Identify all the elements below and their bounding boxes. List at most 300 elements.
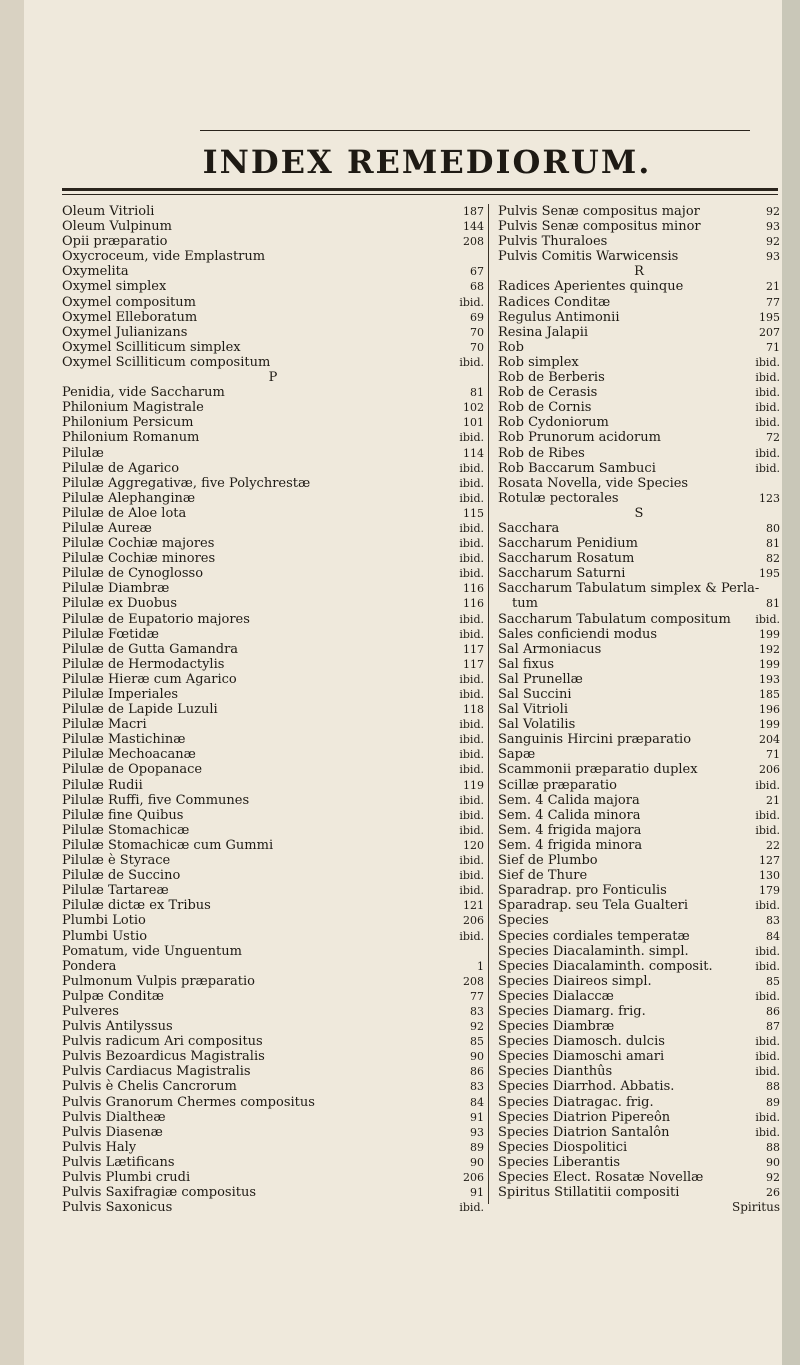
entry-page: ibid. xyxy=(459,884,484,898)
entry-text: Sem. 4 frigida majora xyxy=(498,822,642,838)
entry-text: Species Diatrion Santalôn xyxy=(498,1124,670,1140)
entry-text: Radices Aperientes quinque xyxy=(498,279,684,295)
section-heading-s: S xyxy=(634,505,644,521)
index-entry xyxy=(62,823,484,838)
index-entry xyxy=(498,1064,780,1079)
entry-text: Rob de Berberis xyxy=(498,370,605,386)
index-entry xyxy=(62,596,484,611)
entry-page: 206 xyxy=(759,763,780,777)
entry-page: 21 xyxy=(766,793,780,807)
entry-text: Pilulæ ex Duobus xyxy=(62,596,178,612)
entry-page: 86 xyxy=(470,1065,484,1079)
entry-text: Regulus Antimonii xyxy=(498,309,620,325)
index-entry xyxy=(62,581,484,596)
index-entry xyxy=(498,370,780,385)
entry-page: ibid. xyxy=(459,295,484,309)
entry-text: Sief de Plumbo xyxy=(498,853,598,869)
entry-text: Pilulæ è Styrace xyxy=(62,853,171,869)
entry-text: Pilulæ de Agarico xyxy=(62,460,180,476)
entry-text: Species Dianthûs xyxy=(498,1064,613,1080)
entry-text: Pulvis Bezoardicus Magistralis xyxy=(62,1049,265,1065)
index-entry xyxy=(498,536,780,551)
entry-text: Sanguinis Hircini præparatio xyxy=(498,732,692,748)
entry-page: 130 xyxy=(759,869,780,883)
entry-page: ibid. xyxy=(755,959,780,973)
entry-text: Pulvis Dialtheæ xyxy=(62,1109,166,1125)
entry-page: 192 xyxy=(759,642,780,656)
index-entry xyxy=(498,310,780,325)
index-entry xyxy=(62,1185,484,1200)
entry-page: 21 xyxy=(766,280,780,294)
entry-text: Rob de Cornis xyxy=(498,400,592,416)
entry-page: 68 xyxy=(470,280,484,294)
entry-page: 208 xyxy=(463,974,484,988)
entry-text: Oxycroceum, vide Emplastrum xyxy=(62,249,266,265)
entry-text: Rob simplex xyxy=(498,354,579,370)
entry-text: Pulvis Lætificans xyxy=(62,1154,175,1170)
entry-page: ibid. xyxy=(755,355,780,369)
index-entry xyxy=(498,551,780,566)
entry-page: 92 xyxy=(766,235,780,249)
entry-text: Sal Armoniacus xyxy=(498,641,602,657)
entry-text: Pilulæ Cochiæ minores xyxy=(62,551,216,567)
index-entry xyxy=(498,747,780,762)
entry-page: 85 xyxy=(766,974,780,988)
entry-page: ibid. xyxy=(459,627,484,641)
entry-page: 81 xyxy=(766,597,780,611)
entry-text: Sem. 4 Calida majora xyxy=(498,792,640,808)
index-entry xyxy=(498,612,780,627)
entry-page: 70 xyxy=(470,340,484,354)
entry-text-line1: Saccharum Tabulatum simplex & Perla- xyxy=(498,581,760,597)
entry-text: Oleum Vulpinum xyxy=(62,219,172,235)
entry-page: 117 xyxy=(463,642,484,656)
entry-text: Pilulæ Stomachicæ xyxy=(62,822,190,838)
entry-page: ibid. xyxy=(755,416,780,430)
index-entry xyxy=(498,717,780,732)
entry-text: Pilulæ Diambræ xyxy=(62,581,170,597)
index-entry xyxy=(62,1049,484,1064)
entry-page: 88 xyxy=(766,1140,780,1154)
entry-text: Species Diatrion Pipereôn xyxy=(498,1109,671,1125)
entry-page: 91 xyxy=(470,1110,484,1124)
entry-text: Rob xyxy=(498,339,524,355)
entry-page: ibid. xyxy=(459,718,484,732)
index-entry xyxy=(62,1034,484,1049)
entry-list-s1 xyxy=(498,521,780,581)
index-entry xyxy=(498,340,780,355)
entry-page: 206 xyxy=(463,1171,484,1184)
entry-page: ibid. xyxy=(459,748,484,762)
entry-text: Species Diacalaminth. simpl. xyxy=(498,943,689,959)
entry-text: Pulvis Senæ compositus major xyxy=(498,204,700,219)
index-entry xyxy=(498,1110,780,1125)
entry-page: 115 xyxy=(463,506,484,520)
index-entry xyxy=(62,506,484,521)
entry-list-r xyxy=(498,279,780,505)
entry-text: Oxymel compositum xyxy=(62,294,196,310)
entry-page: 195 xyxy=(759,310,780,324)
entry-text: Oxymelita xyxy=(62,264,129,280)
entry-page: 87 xyxy=(766,1020,780,1034)
entry-page: 91 xyxy=(470,1186,484,1200)
entry-page: 208 xyxy=(463,235,484,249)
entry-text: Species xyxy=(498,913,549,929)
entry-text: Species Diospolitici xyxy=(498,1139,628,1155)
index-entry xyxy=(62,853,484,868)
entry-page: 187 xyxy=(463,205,484,218)
index-entry xyxy=(62,476,484,491)
entry-text: Pilulæ de Lapide Luzuli xyxy=(62,702,218,718)
index-entry xyxy=(62,415,484,430)
entry-page: 93 xyxy=(766,250,780,264)
index-entry xyxy=(498,385,780,400)
index-entry xyxy=(62,612,484,627)
index-entry xyxy=(498,566,780,581)
entry-page: ibid. xyxy=(459,537,484,551)
entry-page: ibid. xyxy=(755,1065,780,1079)
entry-text: Pulpæ Conditæ xyxy=(62,988,165,1004)
index-entry xyxy=(62,279,484,294)
entry-text: Pulvis Saxonicus xyxy=(62,1200,173,1216)
entry-page: ibid. xyxy=(459,476,484,490)
entry-page: ibid. xyxy=(459,355,484,369)
index-entry xyxy=(62,672,484,687)
index-entry xyxy=(498,898,780,913)
entry-page: ibid. xyxy=(459,1201,484,1215)
entry-page: ibid. xyxy=(459,688,484,701)
index-entry xyxy=(62,521,484,536)
index-entry xyxy=(498,430,780,445)
entry-text: Pilulæ de Aloe lota xyxy=(62,505,187,521)
index-entry xyxy=(498,446,780,461)
index-entry xyxy=(62,929,484,944)
entry-page: ibid. xyxy=(755,808,780,822)
index-entry xyxy=(498,1170,780,1185)
entry-text: Pilulæ Mastichinæ xyxy=(62,732,186,748)
entry-text: Species Diarrhod. Abbatis. xyxy=(498,1079,675,1095)
entry-page: ibid. xyxy=(755,989,780,1003)
index-entry xyxy=(498,778,780,793)
entry-text: Pulvis Cardiacus Magistralis xyxy=(62,1064,251,1080)
entry-page: 82 xyxy=(766,552,780,566)
index-entry xyxy=(498,204,780,219)
index-entry xyxy=(498,491,780,506)
index-entry xyxy=(62,234,484,249)
entry-text: Pulvis Saxifragiæ compositus xyxy=(62,1185,257,1201)
index-entry xyxy=(62,657,484,672)
entry-page: 92 xyxy=(766,1171,780,1184)
entry-text: Oleum Vitrioli xyxy=(62,204,155,219)
entry-text: Sal Succini xyxy=(498,687,572,702)
entry-page: 116 xyxy=(463,582,484,596)
index-entry xyxy=(498,1185,780,1200)
index-entry xyxy=(62,1019,484,1034)
index-entry xyxy=(498,883,780,898)
entry-text: Species Diamarg. frig. xyxy=(498,1003,646,1019)
entry-page: ibid. xyxy=(459,567,484,581)
entry-text: Pulvis Diasenæ xyxy=(62,1124,163,1140)
index-entry xyxy=(498,249,780,264)
entry-text: Sem. 4 frigida minora xyxy=(498,837,643,853)
entry-page: 207 xyxy=(759,325,780,339)
index-entry xyxy=(62,793,484,808)
entry-page: 199 xyxy=(759,718,780,732)
index-entry xyxy=(62,310,484,325)
entry-text: Saccharum Saturni xyxy=(498,566,626,582)
entry-page: 88 xyxy=(766,1080,780,1094)
entry-text: Spiritus Stillatitii compositi xyxy=(498,1185,680,1201)
index-entry xyxy=(62,355,484,370)
entry-text: Pilulæ Stomachicæ cum Gummi xyxy=(62,837,274,853)
index-entry xyxy=(498,702,780,717)
index-entry xyxy=(62,808,484,823)
entry-page: 199 xyxy=(759,657,780,671)
entry-page: 83 xyxy=(470,1080,484,1094)
entry-list-p xyxy=(62,385,484,1215)
entry-page: 90 xyxy=(766,1155,780,1169)
entry-text: Pulvis Antilyssus xyxy=(62,1019,173,1035)
column-divider xyxy=(488,204,489,1204)
index-entry xyxy=(498,657,780,672)
index-entry xyxy=(498,1095,780,1110)
entry-text: Pilulæ Aggregativæ, five Polychrestæ xyxy=(62,475,311,491)
index-entry xyxy=(62,883,484,898)
index-entry xyxy=(498,672,780,687)
entry-page: ibid. xyxy=(459,793,484,807)
entry-text: Pulvis Haly xyxy=(62,1139,137,1155)
index-entry xyxy=(498,944,780,959)
entry-text: Species Diamoschi amari xyxy=(498,1049,665,1065)
entry-text: Oxymel Scilliticum simplex xyxy=(62,339,241,355)
entry-text: Pilulæ Hieræ cum Agarico xyxy=(62,671,237,687)
entry-page: 114 xyxy=(463,446,484,460)
index-entry xyxy=(62,491,484,506)
left-column xyxy=(62,204,484,1215)
index-entry-wrapped xyxy=(498,581,780,611)
index-entry xyxy=(498,732,780,747)
entry-text: Sal fixus xyxy=(498,656,554,672)
entry-text: Pilulæ de Succino xyxy=(62,868,181,884)
entry-page: 92 xyxy=(766,205,780,218)
entry-text: Pulvis Senæ compositus minor xyxy=(498,219,701,235)
index-entry xyxy=(62,974,484,989)
index-entry xyxy=(498,219,780,234)
entry-text: Pulvis radicum Ari compositus xyxy=(62,1034,263,1050)
index-entry xyxy=(62,762,484,777)
index-entry xyxy=(498,461,780,476)
entry-text: Pulmonum Vulpis præparatio xyxy=(62,973,256,989)
index-entry xyxy=(498,521,780,536)
entry-page: 102 xyxy=(463,401,484,415)
entry-page: 84 xyxy=(470,1095,484,1109)
page-edge-left xyxy=(0,0,24,1365)
entry-page: 85 xyxy=(470,1035,484,1049)
entry-page: 193 xyxy=(759,672,780,686)
entry-text: Oxymel simplex xyxy=(62,279,167,295)
entry-text: Scillæ præparatio xyxy=(498,777,618,793)
entry-text: Philonium Romanum xyxy=(62,430,200,446)
entry-page: ibid. xyxy=(459,854,484,868)
index-entry xyxy=(498,1155,780,1170)
entry-text: Opii præparatio xyxy=(62,234,168,250)
entry-page: 77 xyxy=(470,989,484,1003)
entry-page: 83 xyxy=(766,914,780,928)
entry-page: 84 xyxy=(766,929,780,943)
entry-page: 89 xyxy=(470,1140,484,1154)
entry-text: Pulvis Thuraloes xyxy=(498,234,608,250)
entry-page: ibid. xyxy=(459,521,484,535)
entry-text: Scammonii præparatio duplex xyxy=(498,762,698,778)
index-entry xyxy=(62,687,484,702)
entry-text: Pulveres xyxy=(62,1003,119,1019)
entry-page: ibid. xyxy=(459,552,484,566)
entry-page: 89 xyxy=(766,1095,780,1109)
index-entry xyxy=(62,566,484,581)
index-entry xyxy=(62,1140,484,1155)
entry-text: Oxymel Julianizans xyxy=(62,324,188,340)
index-entry xyxy=(62,446,484,461)
entry-page: 71 xyxy=(766,340,780,354)
index-entry xyxy=(62,1110,484,1125)
page-title: INDEX REMEDIORUM. xyxy=(202,143,652,181)
entry-text: Pilulæ Mechoacanæ xyxy=(62,747,196,763)
index-entry xyxy=(62,838,484,853)
entry-text: Sem. 4 Calida minora xyxy=(498,807,641,823)
index-entry xyxy=(62,1004,484,1019)
entry-page: 67 xyxy=(470,265,484,279)
entry-page: 127 xyxy=(759,854,780,868)
entry-page: 80 xyxy=(766,521,780,535)
entry-page: 116 xyxy=(463,597,484,611)
entry-list-o xyxy=(62,204,484,370)
index-entry xyxy=(62,717,484,732)
index-entry xyxy=(62,627,484,642)
entry-text: Pulvis Granorum Chermes compositus xyxy=(62,1094,315,1110)
index-entry xyxy=(62,400,484,415)
title-rule-thick xyxy=(62,188,778,191)
index-entry xyxy=(62,913,484,928)
index-entry xyxy=(62,536,484,551)
index-entry xyxy=(62,778,484,793)
entry-text: Radices Conditæ xyxy=(498,294,611,310)
entry-text-line2: tum xyxy=(512,596,538,612)
index-entry xyxy=(498,929,780,944)
entry-text: Pilulæ Macri xyxy=(62,717,147,733)
entry-text: Pilulæ de Eupatorio majores xyxy=(62,611,250,627)
index-entry xyxy=(498,868,780,883)
index-entry xyxy=(498,838,780,853)
entry-page: ibid. xyxy=(459,672,484,686)
entry-page: ibid. xyxy=(755,1050,780,1064)
entry-page: 77 xyxy=(766,295,780,309)
index-entry xyxy=(498,1079,780,1094)
index-entry xyxy=(498,642,780,657)
entry-page: ibid. xyxy=(755,1110,780,1124)
entry-page: 90 xyxy=(470,1155,484,1169)
section-heading-p: P xyxy=(268,370,278,386)
entry-text: Plumbi Ustio xyxy=(62,928,148,944)
entry-text: Pulvis è Chelis Cancrorum xyxy=(62,1079,237,1095)
entry-page: ibid. xyxy=(459,733,484,747)
index-entry xyxy=(62,385,484,400)
entry-page: 117 xyxy=(463,657,484,671)
entry-page: 199 xyxy=(759,627,780,641)
index-entry xyxy=(498,1019,780,1034)
entry-page: ibid. xyxy=(755,371,780,385)
entry-text: Oxymel Elleboratum xyxy=(62,309,198,325)
entry-text: Pilulæ de Gutta Gamandra xyxy=(62,641,239,657)
entry-text: Resina Jalapii xyxy=(498,324,589,340)
entry-page: 144 xyxy=(463,220,484,234)
entry-page: ibid. xyxy=(755,1035,780,1049)
index-entry xyxy=(62,702,484,717)
entry-text: Rosata Novella, vide Species xyxy=(498,475,689,491)
entry-text: Pilulæ dictæ ex Tribus xyxy=(62,898,211,914)
index-entry xyxy=(62,898,484,913)
index-entry xyxy=(498,1049,780,1064)
entry-page: 72 xyxy=(766,431,780,445)
entry-page: 120 xyxy=(463,838,484,852)
entry-text: Species Diatragac. frig. xyxy=(498,1094,654,1110)
entry-text: Pilulæ de Cynoglosso xyxy=(62,566,204,582)
entry-text: Species Diacalaminth. composit. xyxy=(498,958,713,974)
index-entry xyxy=(62,1095,484,1110)
entry-page: ibid. xyxy=(755,823,780,837)
entry-text: Species Liberantis xyxy=(498,1154,621,1170)
index-entry xyxy=(62,219,484,234)
entry-text: Species Elect. Rosatæ Novellæ xyxy=(498,1170,704,1185)
index-entry xyxy=(498,793,780,808)
entry-page: 119 xyxy=(463,778,484,792)
index-entry xyxy=(62,1200,484,1215)
entry-text: Pilulæ Rudii xyxy=(62,777,143,793)
entry-page: 81 xyxy=(470,386,484,400)
entry-text: Pilulæ Imperiales xyxy=(62,687,179,702)
entry-page: ibid. xyxy=(459,612,484,626)
index-entry xyxy=(62,264,484,279)
entry-text: Philonium Magistrale xyxy=(62,400,204,416)
entry-text: Pilulæ fine Quibus xyxy=(62,807,184,823)
entry-text: Sief de Thure xyxy=(498,868,588,884)
index-entry xyxy=(498,476,780,491)
entry-page: 26 xyxy=(766,1186,780,1200)
entry-text: Species cordiales temperatæ xyxy=(498,928,690,944)
entry-page: ibid. xyxy=(755,899,780,913)
entry-text: Species Diambræ xyxy=(498,1019,615,1035)
entry-text: Oxymel Scilliticum compositum xyxy=(62,354,271,370)
index-entry xyxy=(62,868,484,883)
index-entry xyxy=(498,325,780,340)
index-entry xyxy=(498,279,780,294)
entry-text: Penidia, vide Saccharum xyxy=(62,385,225,401)
entry-page: ibid. xyxy=(459,491,484,505)
entry-page: 86 xyxy=(766,1004,780,1018)
index-entry xyxy=(62,340,484,355)
entry-text: Saccharum Penidium xyxy=(498,536,638,552)
entry-page: ibid. xyxy=(459,808,484,822)
entry-page: 93 xyxy=(470,1125,484,1139)
entry-page: ibid. xyxy=(755,612,780,626)
entry-page: ibid. xyxy=(459,823,484,837)
entry-text: Pilulæ de Hermodactylis xyxy=(62,656,225,672)
index-entry xyxy=(62,295,484,310)
entry-text: Rob Prunorum acidorum xyxy=(498,430,661,446)
entry-page: 83 xyxy=(470,1004,484,1018)
catchword: Spiritus xyxy=(731,1200,780,1215)
entry-text: Pilulæ Aureæ xyxy=(62,520,152,536)
entry-page: 195 xyxy=(759,567,780,581)
